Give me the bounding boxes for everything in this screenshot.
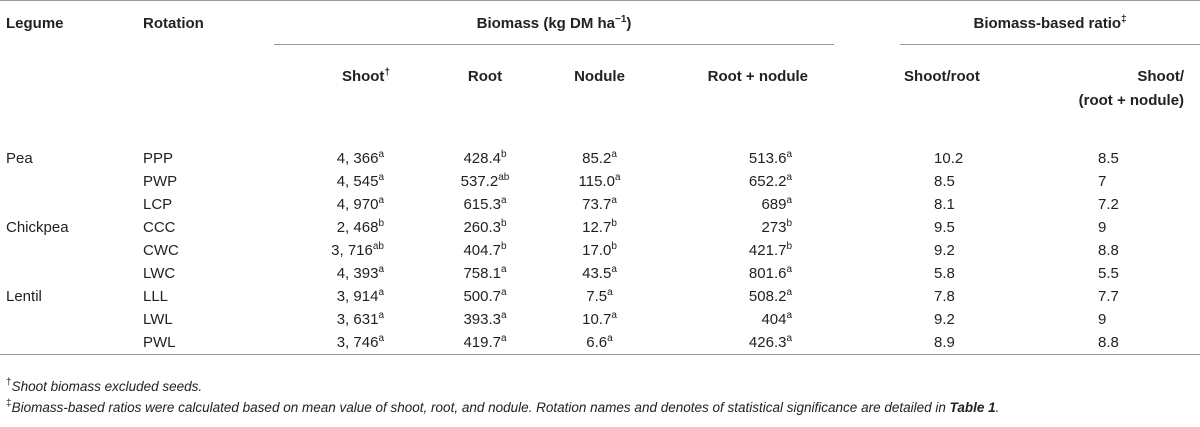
cell-rotation: LWC [143,265,176,282]
cell-root-value: 419.7 [463,334,501,351]
header-nodule: Nodule [574,68,625,85]
cell-shoot-value: 3, 914 [336,288,379,305]
header-biomass-text: Biomass (kg DM ha [476,15,615,32]
cell-rotation: CCC [143,219,176,236]
cell-shoot-root: 9.5 [934,219,955,236]
cell-root-nodule-sig: a [786,310,793,321]
footnote-2-ref: Table 1 [949,400,996,415]
cell-shoot-root-nodule: 5.5 [1098,265,1119,282]
cell-root-nodule-value: 652.2 [748,173,787,190]
header-srn-line2: (root + nodule) [1078,92,1185,109]
cell-shoot-root-nodule: 8.8 [1098,242,1119,259]
cell-root-value: 393.3 [463,311,501,328]
cell-nodule-value: 85.2 [582,150,612,167]
cell-shoot-value: 4, 970 [336,196,379,213]
cell-root-nodule [649,308,844,331]
header-shoot-sup: † [384,67,390,78]
cell-root-sig: a [500,264,507,275]
cell-shoot-sig: ab [372,241,384,252]
header-ratio-group [900,1,1200,52]
cell-root-nodule [649,170,844,193]
cell-root-nodule-sig: b [786,218,793,229]
cell-nodule-sig: a [607,287,613,298]
cell-shoot-root-nodule: 7.7 [1098,288,1119,305]
cell-root-nodule-sig: a [786,172,793,183]
cell-shoot-root: 8.5 [934,173,955,190]
cell-root-value: 404.7 [463,242,501,259]
header-shoot-root-nodule [1030,51,1200,141]
cell-shoot-root-nodule: 8.5 [1098,150,1119,167]
cell-rotation: LCP [143,196,173,213]
cell-root-nodule-value: 689 [761,196,787,213]
header-root-nodule: Root + nodule [707,68,809,85]
footnote-1 [6,376,999,397]
cell-shoot-value: 3, 631 [336,311,379,328]
cell-nodule-sig: b [611,241,617,252]
cell-root-nodule-sig: a [786,149,793,160]
cell-shoot-value: 3, 716 [331,242,373,259]
cell-nodule-value: 115.0 [578,173,615,190]
cell-shoot-sig: a [378,172,384,183]
header-shoot [274,51,420,141]
cell-shoot [274,141,420,170]
cell-shoot-value: 4, 393 [336,265,379,282]
cell-shoot [274,170,420,193]
table-row [0,141,1200,170]
cell-shoot-root-nodule: 8.8 [1030,331,1200,355]
cell-shoot-root: 5.8 [934,265,955,282]
cell-shoot-root: 8.9 [900,331,1030,355]
cell-root-value: 537.2 [460,173,499,190]
cell-nodule [550,141,649,170]
cell-shoot-sig: a [378,195,384,206]
table-row [0,239,1200,262]
cell-rotation: PWL [137,331,274,355]
cell-nodule [550,193,649,216]
cell-shoot-sig: a [378,287,384,298]
cell-root-nodule-sig: b [786,241,793,252]
cell-root-nodule [649,216,844,239]
cell-nodule-sig: b [611,218,617,229]
cell-root-value: 500.7 [463,288,501,305]
cell-shoot-root: 9.2 [934,311,955,328]
cell-root [420,308,550,331]
cell-legume: Lentil [6,288,42,305]
header-shoot-text: Shoot [341,68,385,85]
header-row-1 [0,1,1200,52]
footnote-2-end: . [995,400,1000,415]
cell-shoot-root-nodule: 9 [1098,219,1107,236]
cell-shoot-root: 9.2 [934,242,955,259]
cell-rotation: LLL [143,288,169,305]
cell-root-nodule-value: 404 [761,311,787,328]
table-row [0,331,1200,355]
cell-nodule-value: 73.7 [582,196,612,213]
cell-legume [0,308,137,331]
cell-legume [0,170,137,193]
cell-root-nodule [649,239,844,262]
table-row [0,262,1200,285]
cell-nodule-value: 43.5 [582,265,612,282]
cell-shoot-sig: a [378,149,384,160]
cell-nodule [550,262,649,285]
cell-root-nodule [649,193,844,216]
header-rotation: Rotation [143,15,204,32]
cell-root-value: 260.3 [463,219,501,236]
cell-root [420,262,550,285]
cell-root-value: 615.3 [463,196,501,213]
cell-root-nodule-value: 801.6 [748,265,787,282]
cell-nodule-value: 17.0 [582,242,612,259]
cell-root [420,170,550,193]
cell-shoot-value: 4, 366 [336,150,379,167]
footnote-1-text: Shoot biomass excluded seeds. [11,379,203,394]
cell-root [420,141,550,170]
cell-root-nodule [649,141,844,170]
cell-nodule [550,216,649,239]
cell-nodule-sig: a [614,172,621,183]
cell-nodule-sig: a [607,333,613,344]
table-row [0,308,1200,331]
cell-shoot [274,239,420,262]
cell-shoot-root: 8.1 [934,196,955,213]
cell-shoot-root: 10.2 [934,150,964,167]
cell-root-nodule-sig: a [786,264,793,275]
header-row-2 [0,51,1200,141]
header-shoot-root: Shoot/root [904,68,980,85]
cell-legume [0,193,137,216]
cell-root-nodule-value: 508.2 [748,288,787,305]
cell-shoot-value: 3, 746 [336,334,379,351]
cell-root-sig: a [500,310,507,321]
cell-root-nodule-sig: a [786,195,793,206]
cell-nodule [550,239,649,262]
cell-nodule-value: 10.7 [582,311,612,328]
cell-rotation: PWP [143,173,178,190]
cell-root [420,239,550,262]
cell-shoot-root-nodule: 7.2 [1098,196,1119,213]
cell-root-value: 428.4 [463,150,501,167]
table-row [0,193,1200,216]
footnote-2-mark: ‡ [6,398,12,409]
cell-nodule-value: 6.6 [586,334,608,351]
footnotes [6,376,999,418]
cell-root-nodule-sig: a [786,287,793,298]
cell-root [420,285,550,308]
header-legume: Legume [6,15,64,32]
cell-shoot-sig: a [378,264,384,275]
cell-shoot [274,285,420,308]
cell-nodule [550,308,649,331]
cell-root-sig: a [500,195,507,206]
cell-shoot-sig: a [378,333,384,344]
cell-root [420,193,550,216]
cell-root-nodule [649,285,844,308]
cell-root-nodule-value: 513.6 [748,150,787,167]
cell-legume: Chickpea [6,219,69,236]
footnote-2-text: Biomass-based ratios were calculated based on mean value of shoot, root, and nodule. Rotation names and denotes of statistical significance are detailed in [11,400,950,415]
cell-legume [0,239,137,262]
cell-root-nodule-sig: a [786,333,793,344]
footnote-1-mark: † [6,377,12,388]
header-srn-line1: Shoot/ [1137,68,1185,85]
cell-nodule-sig: a [611,149,617,160]
header-biomass-end: ) [626,15,632,32]
cell-root-sig: b [500,241,507,252]
cell-legume: Pea [6,150,33,167]
cell-root-nodule-value: 426.3 [748,334,787,351]
cell-nodule [550,285,649,308]
cell-shoot-root: 7.8 [934,288,955,305]
cell-root-sig: a [500,287,507,298]
header-root: Root [467,68,503,85]
table-body [0,141,1200,355]
cell-shoot-sig: b [378,218,384,229]
cell-shoot-value: 4, 545 [336,173,379,190]
cell-nodule-sig: a [611,264,617,275]
cell-nodule [550,170,649,193]
cell-nodule-value: 12.7 [582,219,612,236]
cell-root-sig: a [500,333,507,344]
cell-root-sig: ab [498,172,510,183]
cell-rotation: CWC [143,242,179,259]
cell-root [420,331,550,355]
header-biomass-group [274,1,844,52]
cell-legume [0,262,137,285]
cell-root-nodule-value: 421.7 [748,242,787,259]
table-row [0,216,1200,239]
cell-root-sig: b [500,149,507,160]
cell-root [420,216,550,239]
cell-shoot-root-nodule: 7 [1098,173,1107,190]
cell-shoot [274,262,420,285]
cell-root-nodule [649,262,844,285]
cell-shoot-root-nodule: 9 [1098,311,1107,328]
cell-nodule-sig: a [611,195,617,206]
header-ratio-sup: ‡ [1121,14,1127,25]
cell-shoot [274,308,420,331]
cell-nodule-sig: a [611,310,617,321]
cell-legume [0,331,137,355]
cell-nodule-value: 7.5 [586,288,608,305]
header-biomass-sup: −1 [615,14,627,25]
cell-shoot [274,193,420,216]
cell-shoot-value: 2, 468 [336,219,379,236]
cell-root-sig: b [500,218,507,229]
cell-nodule [550,331,649,355]
footnote-2 [6,397,999,418]
cell-rotation: PPP [143,150,174,167]
table-row [0,285,1200,308]
cell-shoot [274,216,420,239]
cell-root-value: 758.1 [463,265,501,282]
cell-root-nodule-value: 273 [761,219,787,236]
cell-shoot [274,331,420,355]
cell-rotation: LWL [143,311,173,328]
cell-root-nodule [649,331,844,355]
cell-shoot-sig: a [378,310,384,321]
header-ratio-text: Biomass-based ratio [973,15,1122,32]
table-row [0,170,1200,193]
